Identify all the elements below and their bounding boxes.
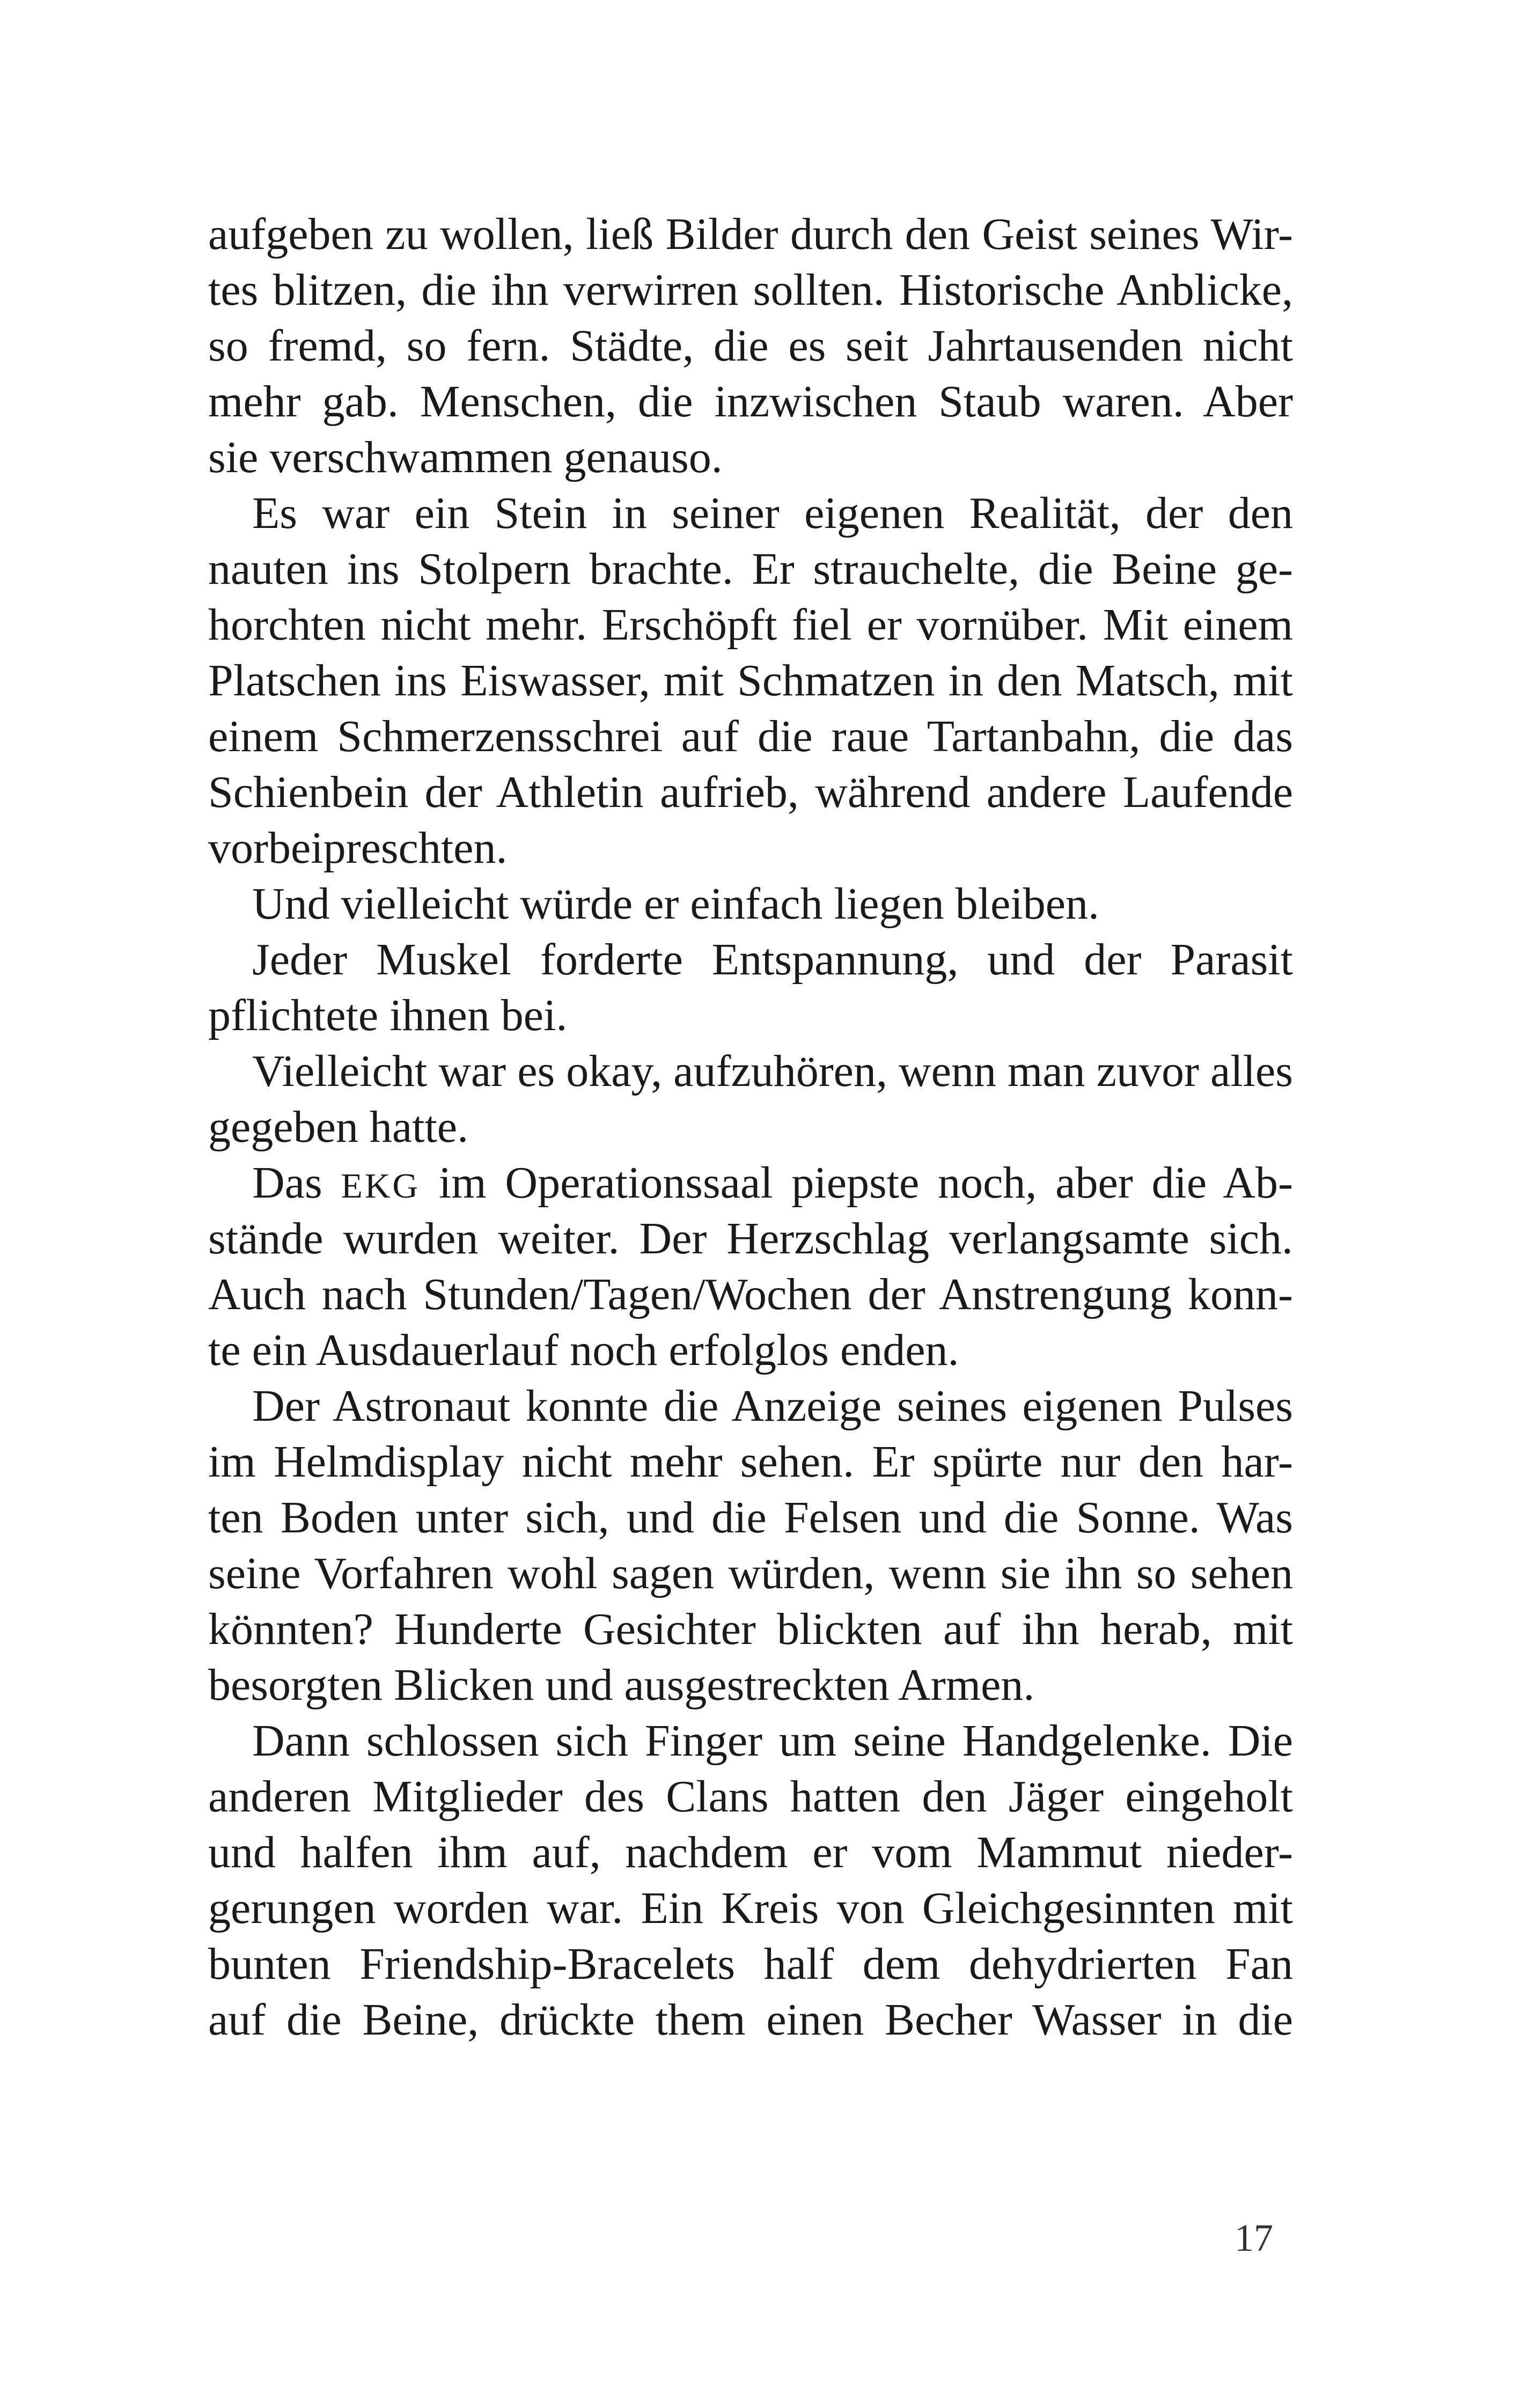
text-line: mehr gab. Menschen, die inzwischen Staub waren. Aber xyxy=(208,377,1293,427)
text-line: te ein Ausdauerlauf noch erfolglos enden. xyxy=(208,1325,959,1375)
paragraph xyxy=(208,876,1293,932)
text-line: anderen Mitglieder des Clans hatten den Jäger eingeholt xyxy=(208,1772,1293,1822)
text-line: vorbeipreschten. xyxy=(208,823,508,873)
text-line: Auch nach Stunden/Tagen/Wochen der Anstrengung konn- xyxy=(208,1269,1293,1319)
text-line: könnten? Hunderte Gesichter blickten auf ihn herab, mit xyxy=(208,1604,1293,1654)
text-line: gegeben hatte. xyxy=(208,1102,469,1152)
text-line: tes blitzen, die ihn verwirren sollten. Historische Anblicke, xyxy=(208,265,1293,315)
text-line: so fremd, so fern. Städte, die es seit Jahrtausenden nicht xyxy=(208,321,1293,371)
text-line: im Helmdisplay nicht mehr sehen. Er spürte nur den har- xyxy=(208,1437,1293,1487)
paragraph xyxy=(208,486,1293,876)
text-line: seine Vorfahren wohl sagen würden, wenn sie ihn so sehen xyxy=(208,1548,1293,1598)
text-span: im Operationssaal piepste noch, aber die Ab- xyxy=(420,1158,1293,1208)
text-line: Der Astronaut konnte die Anzeige seines eigenen Pulses xyxy=(252,1381,1293,1431)
text-line: Platschen ins Eiswasser, mit Schmatzen in den Matsch, mit xyxy=(208,656,1293,706)
text-line: Und vielleicht würde er einfach liegen bleiben. xyxy=(252,879,1100,929)
text-line: aufgeben zu wollen, ließ Bilder durch den Geist seines Wir- xyxy=(208,209,1293,259)
paragraph xyxy=(208,1155,1293,1378)
text-line: besorgten Blicken und ausgestreckten Armen. xyxy=(208,1660,1035,1710)
text-line: Es war ein Stein in seiner eigenen Realität, der den xyxy=(252,488,1293,538)
text-line: bunten Friendship-Bracelets half dem dehydrierten Fan xyxy=(208,1939,1293,1989)
text-line: und halfen ihm auf, nachdem er vom Mammut nieder- xyxy=(208,1827,1293,1877)
paragraph xyxy=(208,1378,1293,1713)
paragraph xyxy=(208,207,1293,486)
abbreviation-ekg: EKG xyxy=(341,1166,421,1206)
body-text xyxy=(208,207,1293,2048)
text-line: Dann schlossen sich Finger um seine Handgelenke. Die xyxy=(252,1716,1293,1766)
text-line: nauten ins Stolpern brachte. Er strauchelte, die Beine ge- xyxy=(208,544,1293,594)
text-line: pflichtete ihnen bei. xyxy=(208,990,568,1040)
text-line: sie verschwammen genauso. xyxy=(208,432,723,482)
paragraph xyxy=(208,932,1293,1044)
text-line xyxy=(208,1155,1293,1211)
text-line: Jeder Muskel forderte Entspannung, und der Parasit xyxy=(252,935,1293,985)
text-span: Das xyxy=(252,1158,341,1208)
paragraph xyxy=(208,1713,1293,2048)
paragraph xyxy=(208,1044,1293,1155)
text-line: horchten nicht mehr. Erschöpft fiel er vornüber. Mit einem xyxy=(208,600,1293,650)
text-line: ten Boden unter sich, und die Felsen und die Sonne. Was xyxy=(208,1493,1293,1543)
text-line: auf die Beine, drückte them einen Becher Wasser in die xyxy=(208,1995,1293,2045)
text-line: einem Schmerzensschrei auf die raue Tartanbahn, die das xyxy=(208,711,1293,761)
text-line: gerungen worden war. Ein Kreis von Gleichgesinnten mit xyxy=(208,1883,1293,1933)
page-number: 17 xyxy=(1235,2216,1273,2259)
text-line: Schienbein der Athletin aufrieb, während andere Laufende xyxy=(208,767,1293,817)
text-line: Vielleicht war es okay, aufzuhören, wenn man zuvor alles xyxy=(252,1046,1293,1096)
text-line: stände wurden weiter. Der Herzschlag verlangsamte sich. xyxy=(208,1214,1293,1264)
